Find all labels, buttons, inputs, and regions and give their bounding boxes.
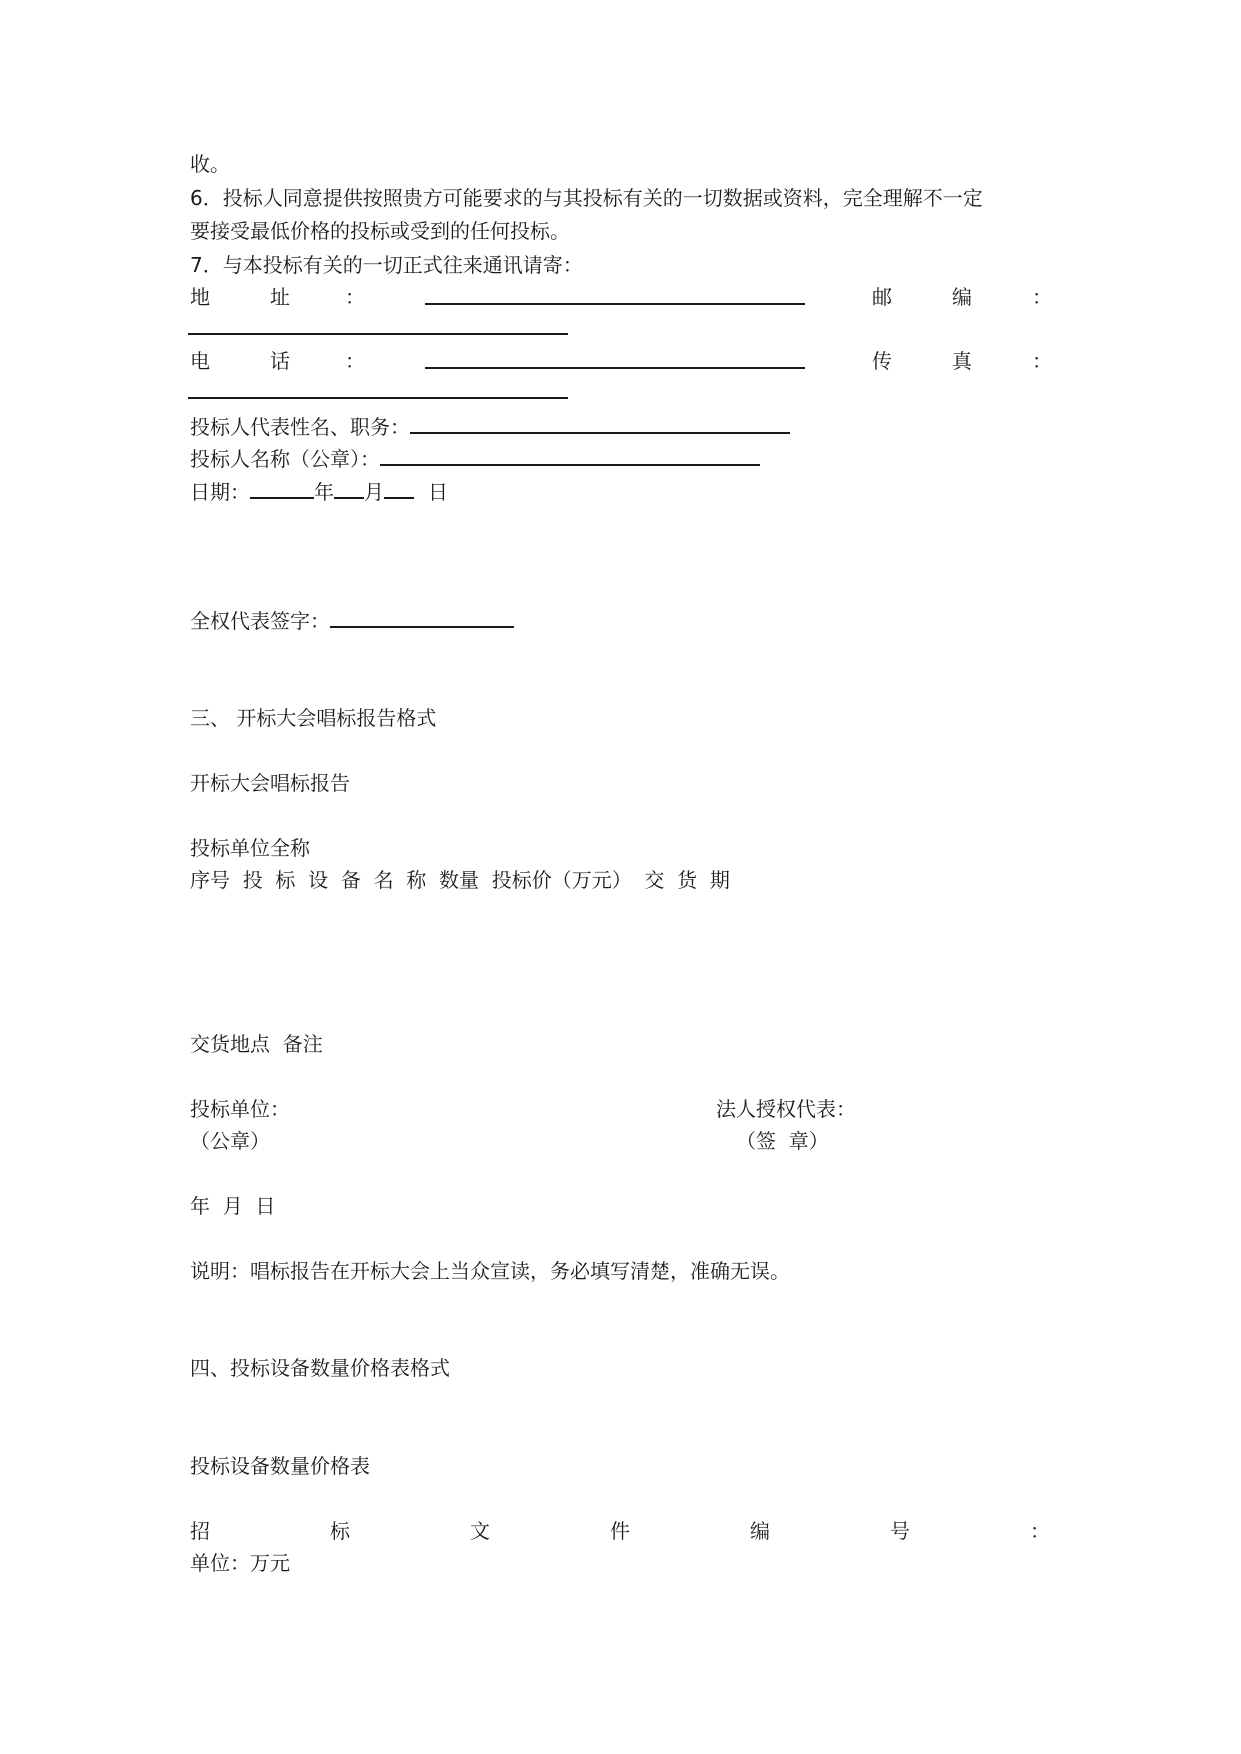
date-month-label: 月 bbox=[364, 480, 384, 504]
date-year-field[interactable] bbox=[250, 477, 314, 499]
postcode-label-1: 邮 bbox=[872, 285, 892, 309]
note: 说明：唱标报告在开标大会上当众宣读，务必填写清楚，准确无误。 bbox=[190, 1259, 790, 1283]
rep-name-field[interactable] bbox=[410, 412, 790, 434]
phone-label-1: 电 bbox=[190, 349, 210, 373]
date-row bbox=[190, 477, 448, 506]
date-day-field[interactable] bbox=[384, 477, 414, 499]
date-label: 日期： bbox=[190, 480, 250, 504]
tender-no-char: 标 bbox=[330, 1519, 350, 1543]
text-line: 收。 bbox=[190, 152, 230, 176]
tender-no-char: 招 bbox=[190, 1519, 210, 1543]
bid-unit-label: 投标单位： bbox=[190, 1097, 290, 1121]
postcode-label-2: 编 bbox=[952, 285, 972, 309]
signature-label: 全权代表签字： bbox=[190, 609, 330, 633]
bidder-name-row bbox=[190, 444, 760, 473]
delivery-note: 交货地点 备注 bbox=[190, 1032, 323, 1056]
item-6-line-1: 6．投标人同意提供按照贵方可能要求的与其投标有关的一切数据或资料，完全理解不一定 bbox=[190, 186, 983, 210]
phone-field[interactable] bbox=[425, 347, 805, 376]
seal-sign: （签 章） bbox=[736, 1129, 829, 1153]
report-title: 开标大会唱标报告 bbox=[190, 771, 350, 795]
fax-label-colon: ： bbox=[1032, 349, 1052, 373]
item-7: 7．与本投标有关的一切正式往来通讯请寄： bbox=[190, 253, 583, 277]
signature-row bbox=[190, 606, 514, 635]
section-3-title: 三、 开标大会唱标报告格式 bbox=[190, 706, 437, 730]
legal-rep-label: 法人授权代表： bbox=[716, 1097, 856, 1121]
postcode-label-colon: ： bbox=[1032, 285, 1052, 309]
price-table-title: 投标设备数量价格表 bbox=[190, 1454, 370, 1478]
postcode-field[interactable] bbox=[188, 313, 568, 342]
tender-no-char: 件 bbox=[610, 1519, 630, 1543]
bidder-name-field[interactable] bbox=[380, 444, 760, 466]
address-label-2: 址 bbox=[270, 285, 290, 309]
ymd-line: 年 月 日 bbox=[190, 1194, 276, 1218]
tender-no-char: 文 bbox=[470, 1519, 490, 1543]
address-field[interactable] bbox=[425, 283, 805, 312]
rep-name-row bbox=[190, 412, 790, 441]
tender-no-char: 编 bbox=[750, 1519, 770, 1543]
address-label-colon: ： bbox=[345, 285, 365, 309]
tender-no-char: ： bbox=[1030, 1519, 1050, 1543]
date-day-label: 日 bbox=[428, 480, 448, 504]
table-header: 序号 投 标 设 备 名 称 数量 投标价（万元） 交 货 期 bbox=[190, 868, 730, 892]
fax-label-1: 传 bbox=[872, 349, 892, 373]
unit-label: 单位：万元 bbox=[190, 1551, 290, 1575]
date-year-label: 年 bbox=[314, 480, 334, 504]
address-label-1: 地 bbox=[190, 285, 210, 309]
phone-label-colon: ： bbox=[345, 349, 365, 373]
bidder-name-label: 投标人名称（公章）： bbox=[190, 447, 380, 471]
fax-label-2: 真 bbox=[952, 349, 972, 373]
section-4-title: 四、投标设备数量价格表格式 bbox=[190, 1356, 450, 1380]
phone-label-2: 话 bbox=[270, 349, 290, 373]
fax-field[interactable] bbox=[188, 377, 568, 406]
tender-no-char: 号 bbox=[890, 1519, 910, 1543]
rep-name-label: 投标人代表性名、职务： bbox=[190, 415, 410, 439]
bidder-fullname: 投标单位全称 bbox=[190, 836, 310, 860]
item-6-line-2: 要接受最低价格的投标或受到的任何投标。 bbox=[190, 219, 570, 243]
date-month-field[interactable] bbox=[334, 477, 364, 499]
signature-field[interactable] bbox=[330, 606, 514, 628]
seal-official: （公章） bbox=[190, 1129, 270, 1153]
tender-no-row bbox=[190, 1517, 1050, 1545]
